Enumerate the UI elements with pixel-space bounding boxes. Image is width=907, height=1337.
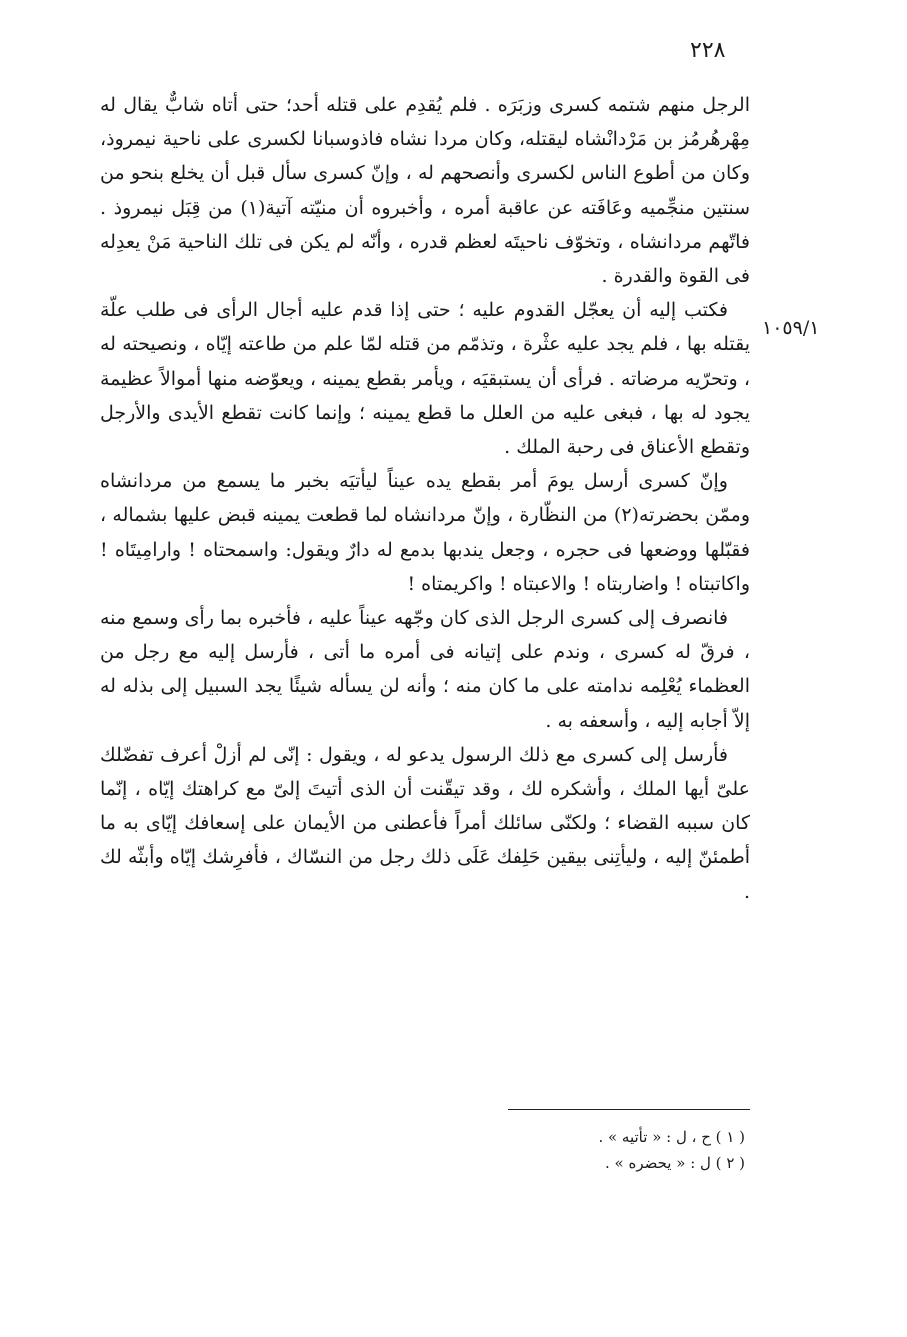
paragraph-5: فأرسل إلى كسرى مع ذلك الرسول يدعو له ، ويقول : إنّى لم أزلْ أعرف تفضّلك علىّ أيها الملك ، وأشكره لك ، وقد تيقّنت أن الذى أتيتَ إلىّ مع كراهتك إيّاه ، إنّما كان سببه القضاء ؛ ولكنّى سائلك أمراً فأعطنى من الأيمان على إسعافك إيّاى به ما أطمئنّ إليه ، وليأتِنى بيقين حَلِفك عَلَى ذلك رجل من النسّاك ، فأفرِشك إيّاه وأبثّه لك . [100, 743, 750, 903]
paragraph-1: الرجل منهم شتمه كسرى وزبَرَه . فلم يُقدِم على قتله أحد؛ حتى أتاه شابٌّ يقال له مِهْرهُرمُز بن مَرْدانْشاه ليقتله، وكان مردا نشاه فاذوسبانا لكسرى على ناحية نيمروذ، وكان من أطوع الناس لكسرى وأنصحهم له ، وإنّ كسرى سأل قبل أن يخلع بنحو من سنتين منجِّميه وعَافَته عن عاقبة أمره ، وأخبروه أن منيّته آتية(١) من قِبَل نيمروذ . فاتّهم مردانشاه ، وتخوّف ناحيتَه لعظم قدره ، وأنّه لم يكن فى تلك الناحية مَنْ يعدِله فى القوة والقدرة . [100, 94, 750, 288]
paragraph-2: فكتب إليه أن يعجّل القدوم عليه ؛ حتى إذا قدم عليه أجال الرأى فى طلب علّة يقتله بها ، فلم يجد عليه عثْرة ، وتذمّم من قتله لمّا علم من طاعته إيّاه ، ونصيحته له ، وتحرّيه مرضاته . فرأى أن يستبقيَه ، ويأمر بقطع يمينه ، ويعوّضه منها أموالاً عظيمة يجود له بها ، فبغى عليه من العلل ما قطع يمينه ؛ وإنما كانت تقطع الأيدى والأرجل وتقطع الأعناق فى رحبة الملك . [100, 299, 750, 459]
footnote-1: ( ١ ) ح ، ل : « تأتيه » . [598, 1128, 745, 1146]
paragraph-3: وإنّ كسرى أرسل يومَ أمر بقطع يده عيناً ليأتيَه بخبر ما يسمع من مردانشاه وممّن بحضرته(٢) من النظّارة ، وإنّ مردانشاه لما قطعت يمينه قبض عليها بشماله ، فقبّلها ووضعها فى حجره ، وجعل يندبها بدمع له دارٌ ويقول: واسمحتاه ! وارامِيتَاه ! واكاتبتاه ! واضاربتاه ! والاعبتاه ! واكريمتاه ! [100, 470, 750, 595]
body-text [100, 88, 750, 909]
paragraph-4: فانصرف إلى كسرى الرجل الذى كان وجّهه عيناً عليه ، فأخبره بما رأى وسمع منه ، فرقّ له كسرى ، وندم على إتيانه فى أمره ما أتى ، فأرسل إليه مع رجل من العظماء يُعْلِمه ندامته على ما كان منه ؛ وأنه لن يسأله شيئًا يجد السبيل إلى بذله له إلاّ أجابه إليه ، وأسعفه به . [100, 607, 750, 732]
footnote-2: ( ٢ ) ل : « يحضره » . [605, 1154, 745, 1172]
margin-reference: ١٠٥٩/١ [762, 317, 820, 339]
footnotes [420, 1124, 745, 1176]
page-number: ٢٢٨ [690, 38, 726, 63]
footnote-divider [508, 1109, 750, 1110]
